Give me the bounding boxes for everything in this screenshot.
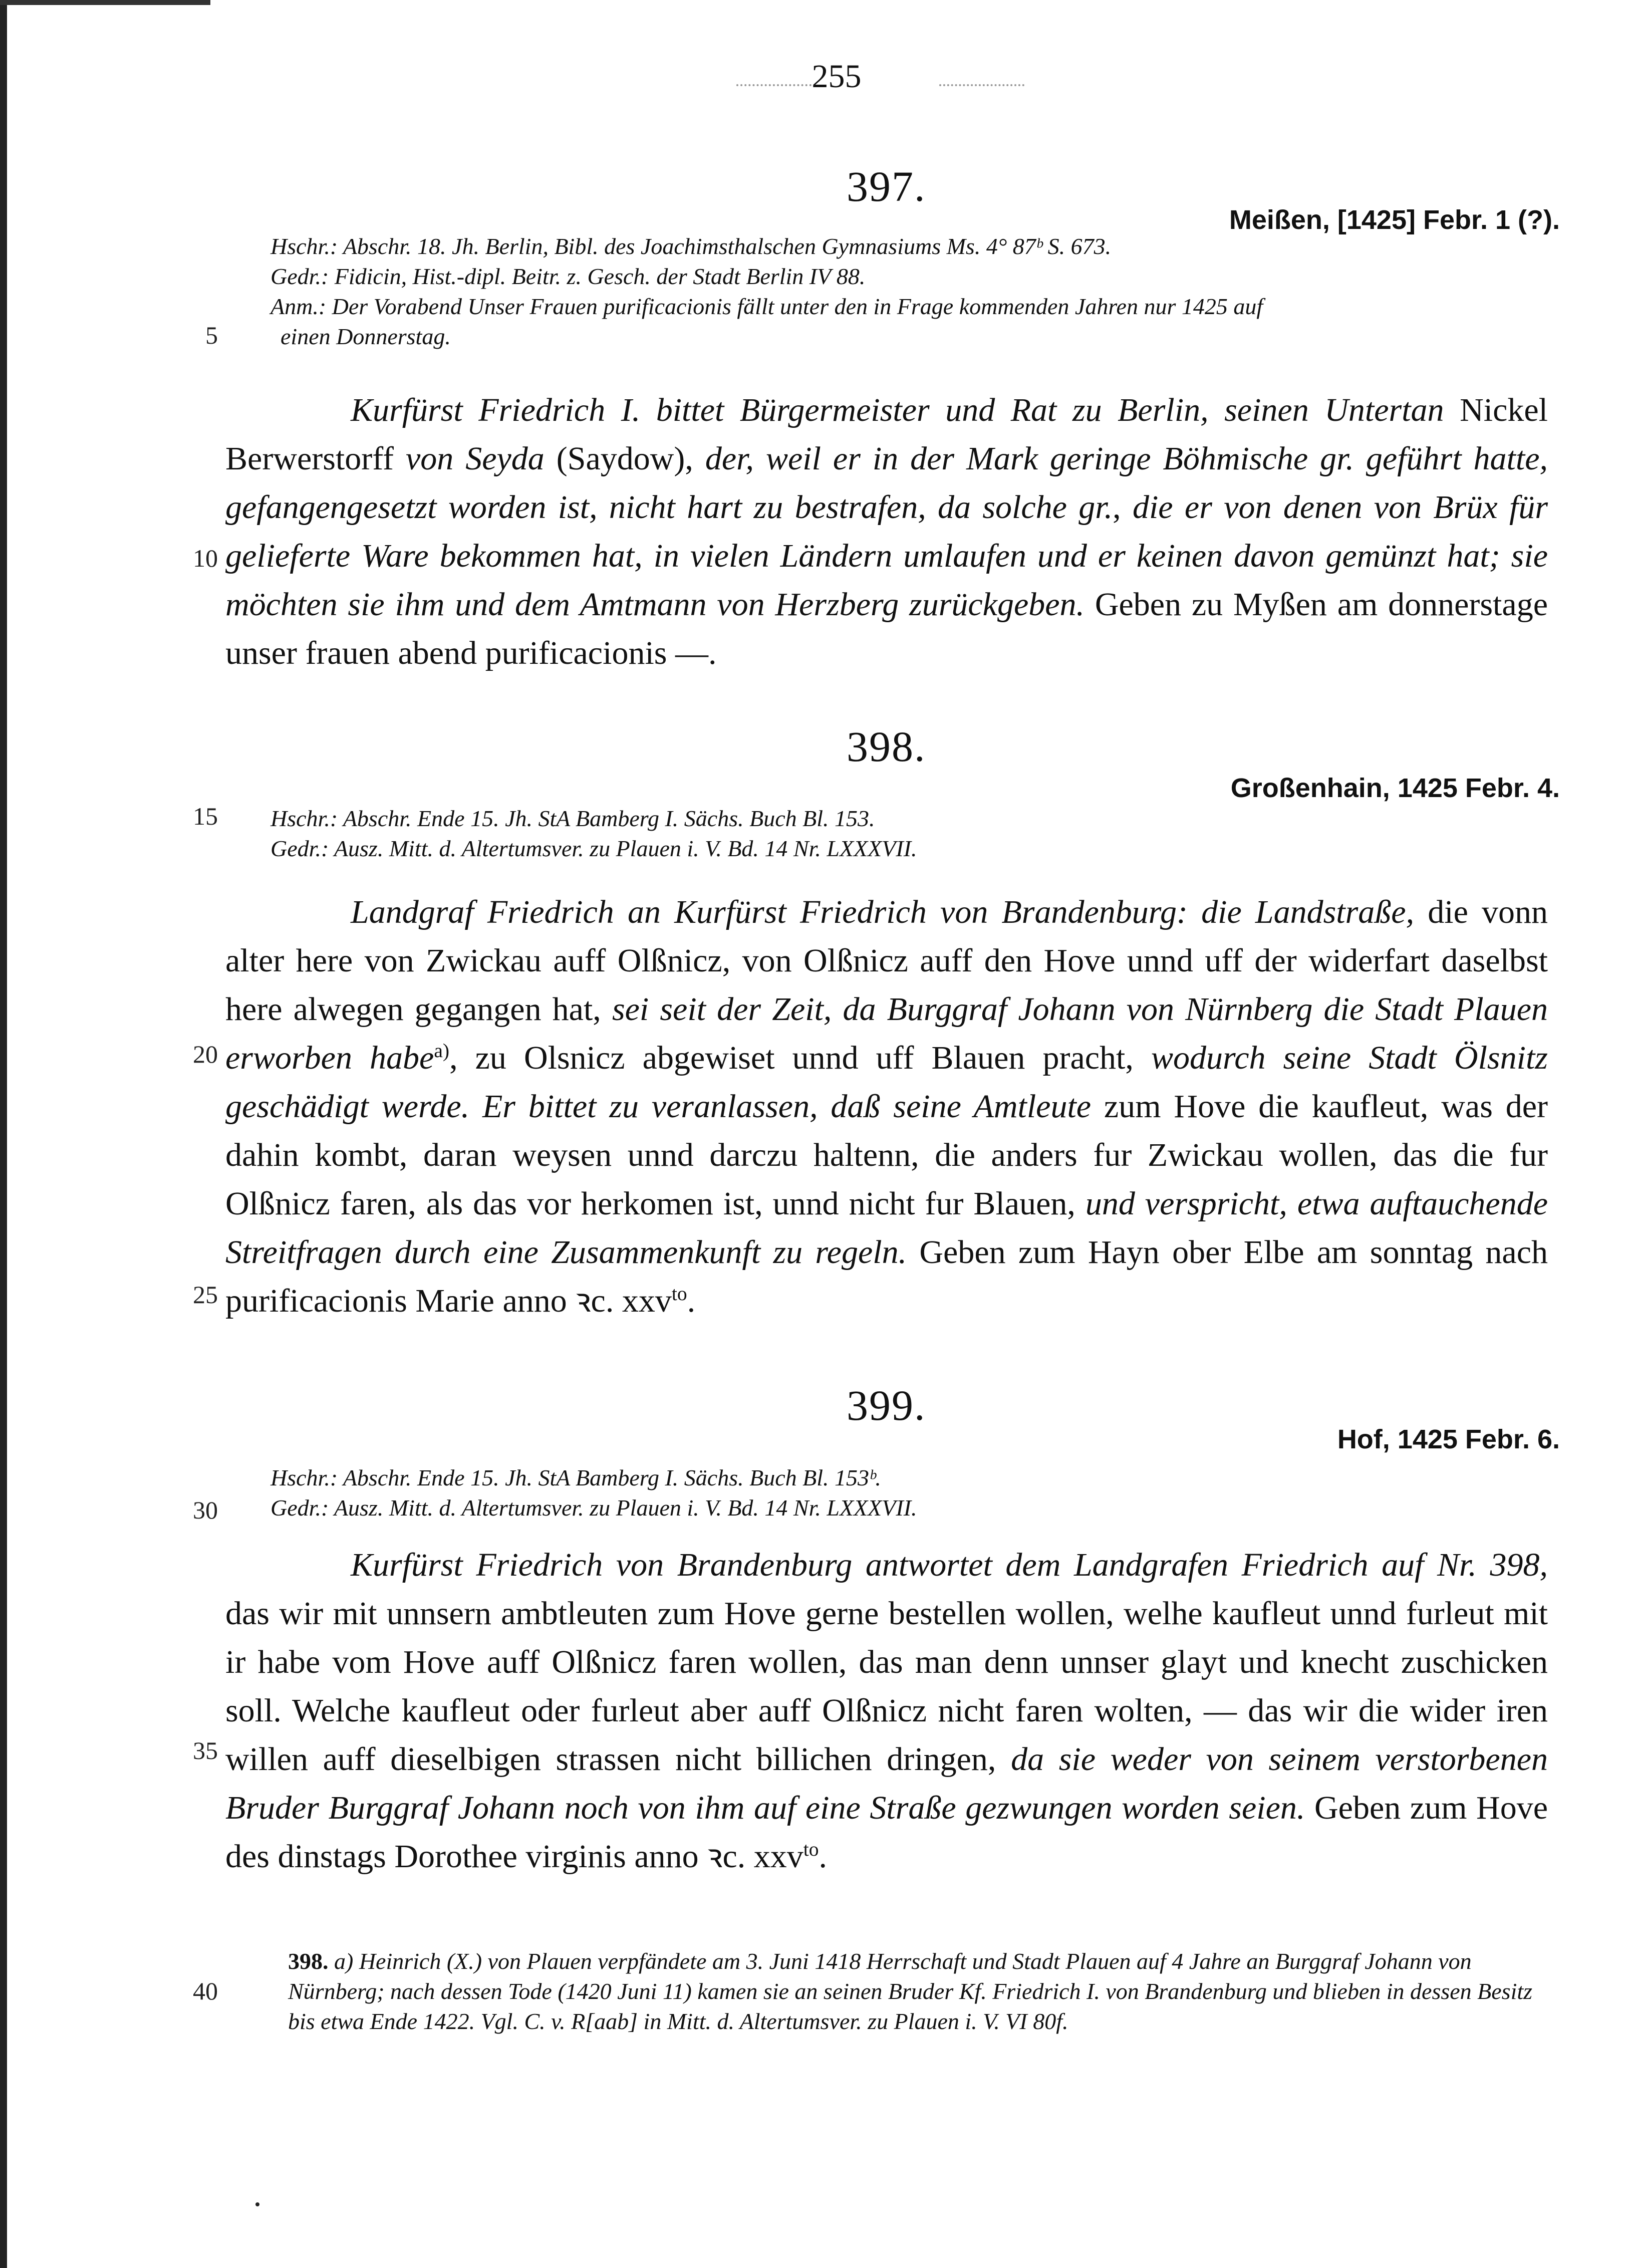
quoted-text: , [1113, 489, 1133, 526]
source-notes-398 [270, 804, 917, 864]
source-line: Hschr.: Abschr. Ende 15. Jh. StA Bamberg I. Sächs. Buch Bl. 153. [270, 806, 875, 831]
quoted-text: Geben zum Hayn ober Elbe am sonntag nach purificacionis Marie anno ꝛc. xxv [225, 1234, 1548, 1319]
stray-mark [255, 2202, 259, 2206]
document-text-399 [225, 1541, 1548, 1881]
footnote [288, 1946, 1555, 2037]
line-number: 5 [205, 321, 218, 349]
quoted-text: zum Hove die kaufleut, was der dahin kombt, daran weysen unnd darczu haltenn, die anders fur Zwickau wollen, das die fur Olßnicz faren, als das vor herkomen ist, unnd nicht fur Blauen, [225, 1088, 1548, 1222]
source-line: Hschr.: Abschr. 18. Jh. Berlin, Bibl. des Joachimsthalschen Gymnasiums Ms. 4° 87ᵇ S. 673. [270, 233, 1112, 259]
regest-text: Kurfürst Friedrich I. bittet Bürgermeister und Rat zu Berlin, seinen Untertan [351, 392, 1444, 428]
line-number: 25 [193, 1281, 218, 1309]
footnote-marker: a) [434, 1040, 450, 1062]
line-number: 35 [193, 1736, 218, 1765]
quoted-text: Geben zu Myßen am donnerstage unser frauen abend purificacionis —. [225, 586, 1548, 671]
place-date-399: Hof, 1425 Febr. 6. [1337, 1424, 1560, 1454]
superscript: to [803, 1838, 819, 1860]
source-line: Anm.: Der Vorabend Unser Frauen purificacionis fällt unter den in Frage kommenden Jahren nur 1425 auf [270, 294, 1263, 319]
regest-text: der, weil er in der Mark geringe Böhmische gr. geführt hatte, gefangengesetzt worden ist, nicht hart zu bestrafen, da solche gr. [225, 440, 1548, 526]
regest-text: von Seyda [405, 440, 545, 477]
document-number-399: 399. [847, 1381, 926, 1429]
document-text-397 [225, 386, 1548, 677]
line-number: 10 [193, 544, 218, 572]
document-text-398 [225, 888, 1548, 1325]
place-date-398: Großenhain, 1425 Febr. 4. [1230, 773, 1560, 803]
quoted-text: . [687, 1283, 696, 1319]
footnote-label: 398. [288, 1948, 329, 1974]
quoted-text: (Saydow), [544, 440, 705, 477]
regest-text: da sie weder von seinem verstorbenen Bruder Burggraf Johann noch von ihm auf eine Straße gezwungen worden seien. [225, 1741, 1548, 1826]
source-line: Hschr.: Abschr. Ende 15. Jh. StA Bamberg I. Sächs. Buch Bl. 153ᵇ. [270, 1465, 881, 1490]
source-notes-399 [270, 1463, 917, 1523]
line-number: 15 [193, 802, 218, 830]
line-number: 40 [193, 1977, 218, 2005]
document-number-397: 397. [847, 162, 926, 210]
scan-edge-left [0, 0, 7, 2268]
line-number: 30 [193, 1496, 218, 1524]
page-number: 255 [811, 58, 862, 95]
quoted-text: Geben zum Hove des dinstags Dorothee virginis anno ꝛc. xxv [225, 1790, 1548, 1875]
quoted-text: , zu Olsnicz abgewiset unnd uff Blauen pracht, [449, 1040, 1151, 1076]
scan-edge-top [0, 0, 210, 5]
source-line: einen Donnerstag. [281, 324, 451, 349]
footnote-text: a) Heinrich (X.) von Plauen verpfändete am 3. Juni 1418 Herrschaft und Stadt Plauen auf 4 Jahre an Burggraf Johann von Nürnberg; nach dessen Tode (1420 Juni 11) kamen sie an seinen Bruder Kf. Friedrich I. von Brandenburg und blieben in dessen Besitz bis etwa Ende 1422. Vgl. C. v. R[aab] in Mitt. d. Altertumsver. zu Plauen i. V. VI 80f. [288, 1948, 1533, 2034]
regest-text: die er von denen von Brüx für gelieferte Ware bekommen hat, in vielen Ländern umlaufen und er keinen davon gemünzt hat; sie möchten sie ihm und dem Amtmann von Herzberg zurückgeben. [225, 489, 1548, 623]
quoted-text: die vonn alter here von Zwickau auff Olßnicz, von Olßnicz auff den Hove unnd uff der widerfart daselbst here alwegen gegangen hat, [225, 894, 1548, 1028]
superscript: to [671, 1283, 687, 1305]
regest-text: wodurch seine Stadt Ölsnitz geschädigt werde. Er bittet zu veranlassen, daß seine Amtleute [225, 1040, 1548, 1125]
quoted-text: Nickel Berwerstorff [225, 392, 1548, 477]
regest-text: Landgraf Friedrich an Kurfürst Friedrich von Brandenburg: die Landstraße, [351, 894, 1415, 930]
regest-text: und verspricht, etwa auftauchende Streitfragen durch eine Zusammenkunft zu regeln. [225, 1185, 1548, 1271]
source-line: Gedr.: Ausz. Mitt. d. Altertumsver. zu Plauen i. V. Bd. 14 Nr. LXXXVII. [270, 836, 917, 861]
header-ornament-right [939, 84, 1024, 86]
source-notes-397 [270, 231, 1263, 352]
regest-text: sei seit der Zeit, da Burggraf Johann von Nürnberg die Stadt Plauen erworben habe [225, 991, 1548, 1076]
place-date-397: Meißen, [1425] Febr. 1 (?). [1229, 205, 1560, 235]
line-number: 20 [193, 1040, 218, 1068]
quoted-text: . [819, 1838, 828, 1875]
regest-text: Kurfürst Friedrich von Brandenburg antwortet dem Landgrafen Friedrich auf Nr. 398, [351, 1547, 1548, 1583]
source-line: Gedr.: Ausz. Mitt. d. Altertumsver. zu Plauen i. V. Bd. 14 Nr. LXXXVII. [270, 1495, 917, 1521]
quoted-text: das wir mit unnsern ambtleuten zum Hove gerne bestellen wollen, welhe kaufleut unnd furleut mit ir habe vom Hove auff Olßnicz faren wollen, das man denn unnser glayt und knecht zuschicken soll. Welche kaufleut oder furleut aber auff Olßnicz nicht faren wolten, — das wir die wider iren willen auff dieselbigen strassen nicht billichen dringen, [225, 1595, 1548, 1778]
document-number-398: 398. [847, 722, 926, 771]
source-line: Gedr.: Fidicin, Hist.-dipl. Beitr. z. Gesch. der Stadt Berlin IV 88. [270, 264, 866, 289]
